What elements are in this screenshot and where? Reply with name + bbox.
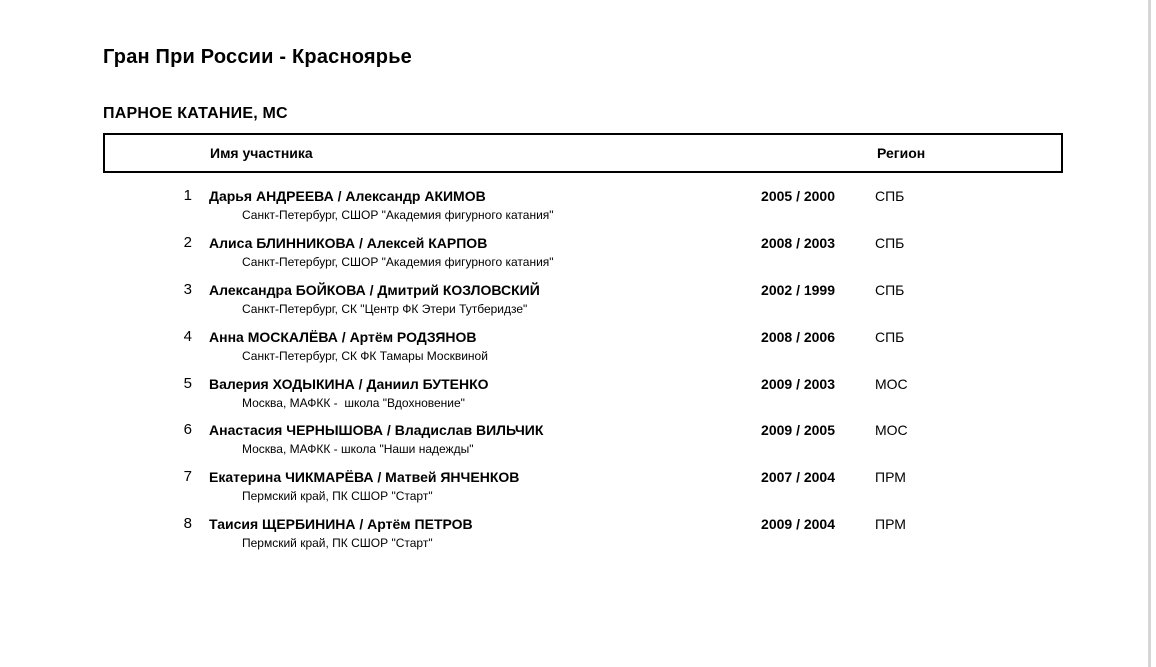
page-right-edge — [1148, 0, 1151, 667]
region-code: СПБ — [875, 281, 905, 298]
region-code: МОС — [875, 422, 908, 439]
club-affiliation: Санкт-Петербург, СШОР "Академия фигурного катания" — [242, 208, 554, 222]
row-number: 4 — [183, 327, 192, 345]
table-row — [103, 421, 1103, 468]
birth-years: 2002 / 1999 — [761, 281, 835, 298]
row-number: 5 — [183, 374, 192, 392]
page-title: Гран При России - Красноярье — [103, 46, 413, 69]
pair-names: Анна МОСКАЛЁВА / Артём РОДЗЯНОВ — [209, 328, 477, 345]
pair-names: Валерия ХОДЫКИНА / Даниил БУТЕНКО — [209, 375, 489, 392]
category-subtitle: ПАРНОЕ КАТАНИЕ, МС — [103, 105, 288, 123]
club-affiliation: Пермский край, ПК СШОР "Старт" — [242, 536, 433, 551]
birth-years: 2008 / 2006 — [761, 328, 835, 345]
region-code: ПРМ — [875, 469, 906, 486]
row-number: 7 — [183, 468, 192, 486]
participants-list — [103, 187, 1103, 562]
table-row — [103, 468, 1103, 515]
table-row — [103, 328, 1103, 375]
pair-names: Анастасия ЧЕРНЫШОВА / Владислав ВИЛЬЧИК — [209, 422, 544, 439]
club-affiliation: Санкт-Петербург, СК "Центр ФК Этери Тутберидзе" — [242, 301, 528, 316]
column-header-name: Имя участника — [210, 145, 313, 161]
table-row — [103, 515, 1103, 562]
birth-years: 2009 / 2004 — [761, 516, 835, 533]
region-code: ПРМ — [875, 516, 906, 533]
table-row — [103, 234, 1103, 281]
region-code: СПБ — [875, 234, 905, 251]
region-code: СПБ — [875, 328, 905, 345]
club-affiliation: Санкт-Петербург, СШОР "Академия фигурного катания" — [242, 254, 554, 269]
pair-names: Екатерина ЧИКМАРЁВА / Матвей ЯНЧЕНКОВ — [209, 469, 520, 486]
row-number: 1 — [183, 187, 192, 204]
column-header-region: Регион — [877, 145, 926, 161]
birth-years: 2005 / 2000 — [761, 188, 835, 204]
pair-names: Таисия ЩЕРБИНИНА / Артём ПЕТРОВ — [209, 516, 473, 533]
birth-years: 2009 / 2005 — [761, 422, 835, 439]
table-row — [103, 281, 1103, 328]
club-affiliation: Москва, МАФКК - школа "Наши надежды" — [242, 442, 474, 457]
pair-names: Дарья АНДРЕЕВА / Александр АКИМОВ — [209, 188, 486, 204]
birth-years: 2009 / 2003 — [761, 375, 835, 392]
row-number: 2 — [183, 233, 192, 251]
pair-names: Александра БОЙКОВА / Дмитрий КОЗЛОВСКИЙ — [209, 281, 540, 298]
table-row — [103, 375, 1103, 422]
club-affiliation: Москва, МАФКК - школа "Вдохновение" — [242, 395, 465, 410]
club-affiliation: Санкт-Петербург, СК ФК Тамары Москвиной — [242, 348, 488, 363]
region-code: МОС — [875, 375, 908, 392]
table-header — [103, 133, 1063, 173]
region-code: СПБ — [875, 188, 905, 204]
birth-years: 2007 / 2004 — [761, 469, 835, 486]
birth-years: 2008 / 2003 — [761, 234, 835, 251]
pair-names: Алиса БЛИННИКОВА / Алексей КАРПОВ — [209, 234, 488, 251]
row-number: 6 — [183, 421, 192, 439]
row-number: 8 — [183, 515, 192, 533]
row-number: 3 — [183, 280, 192, 298]
table-row — [103, 187, 1103, 234]
club-affiliation: Пермский край, ПК СШОР "Старт" — [242, 489, 433, 504]
